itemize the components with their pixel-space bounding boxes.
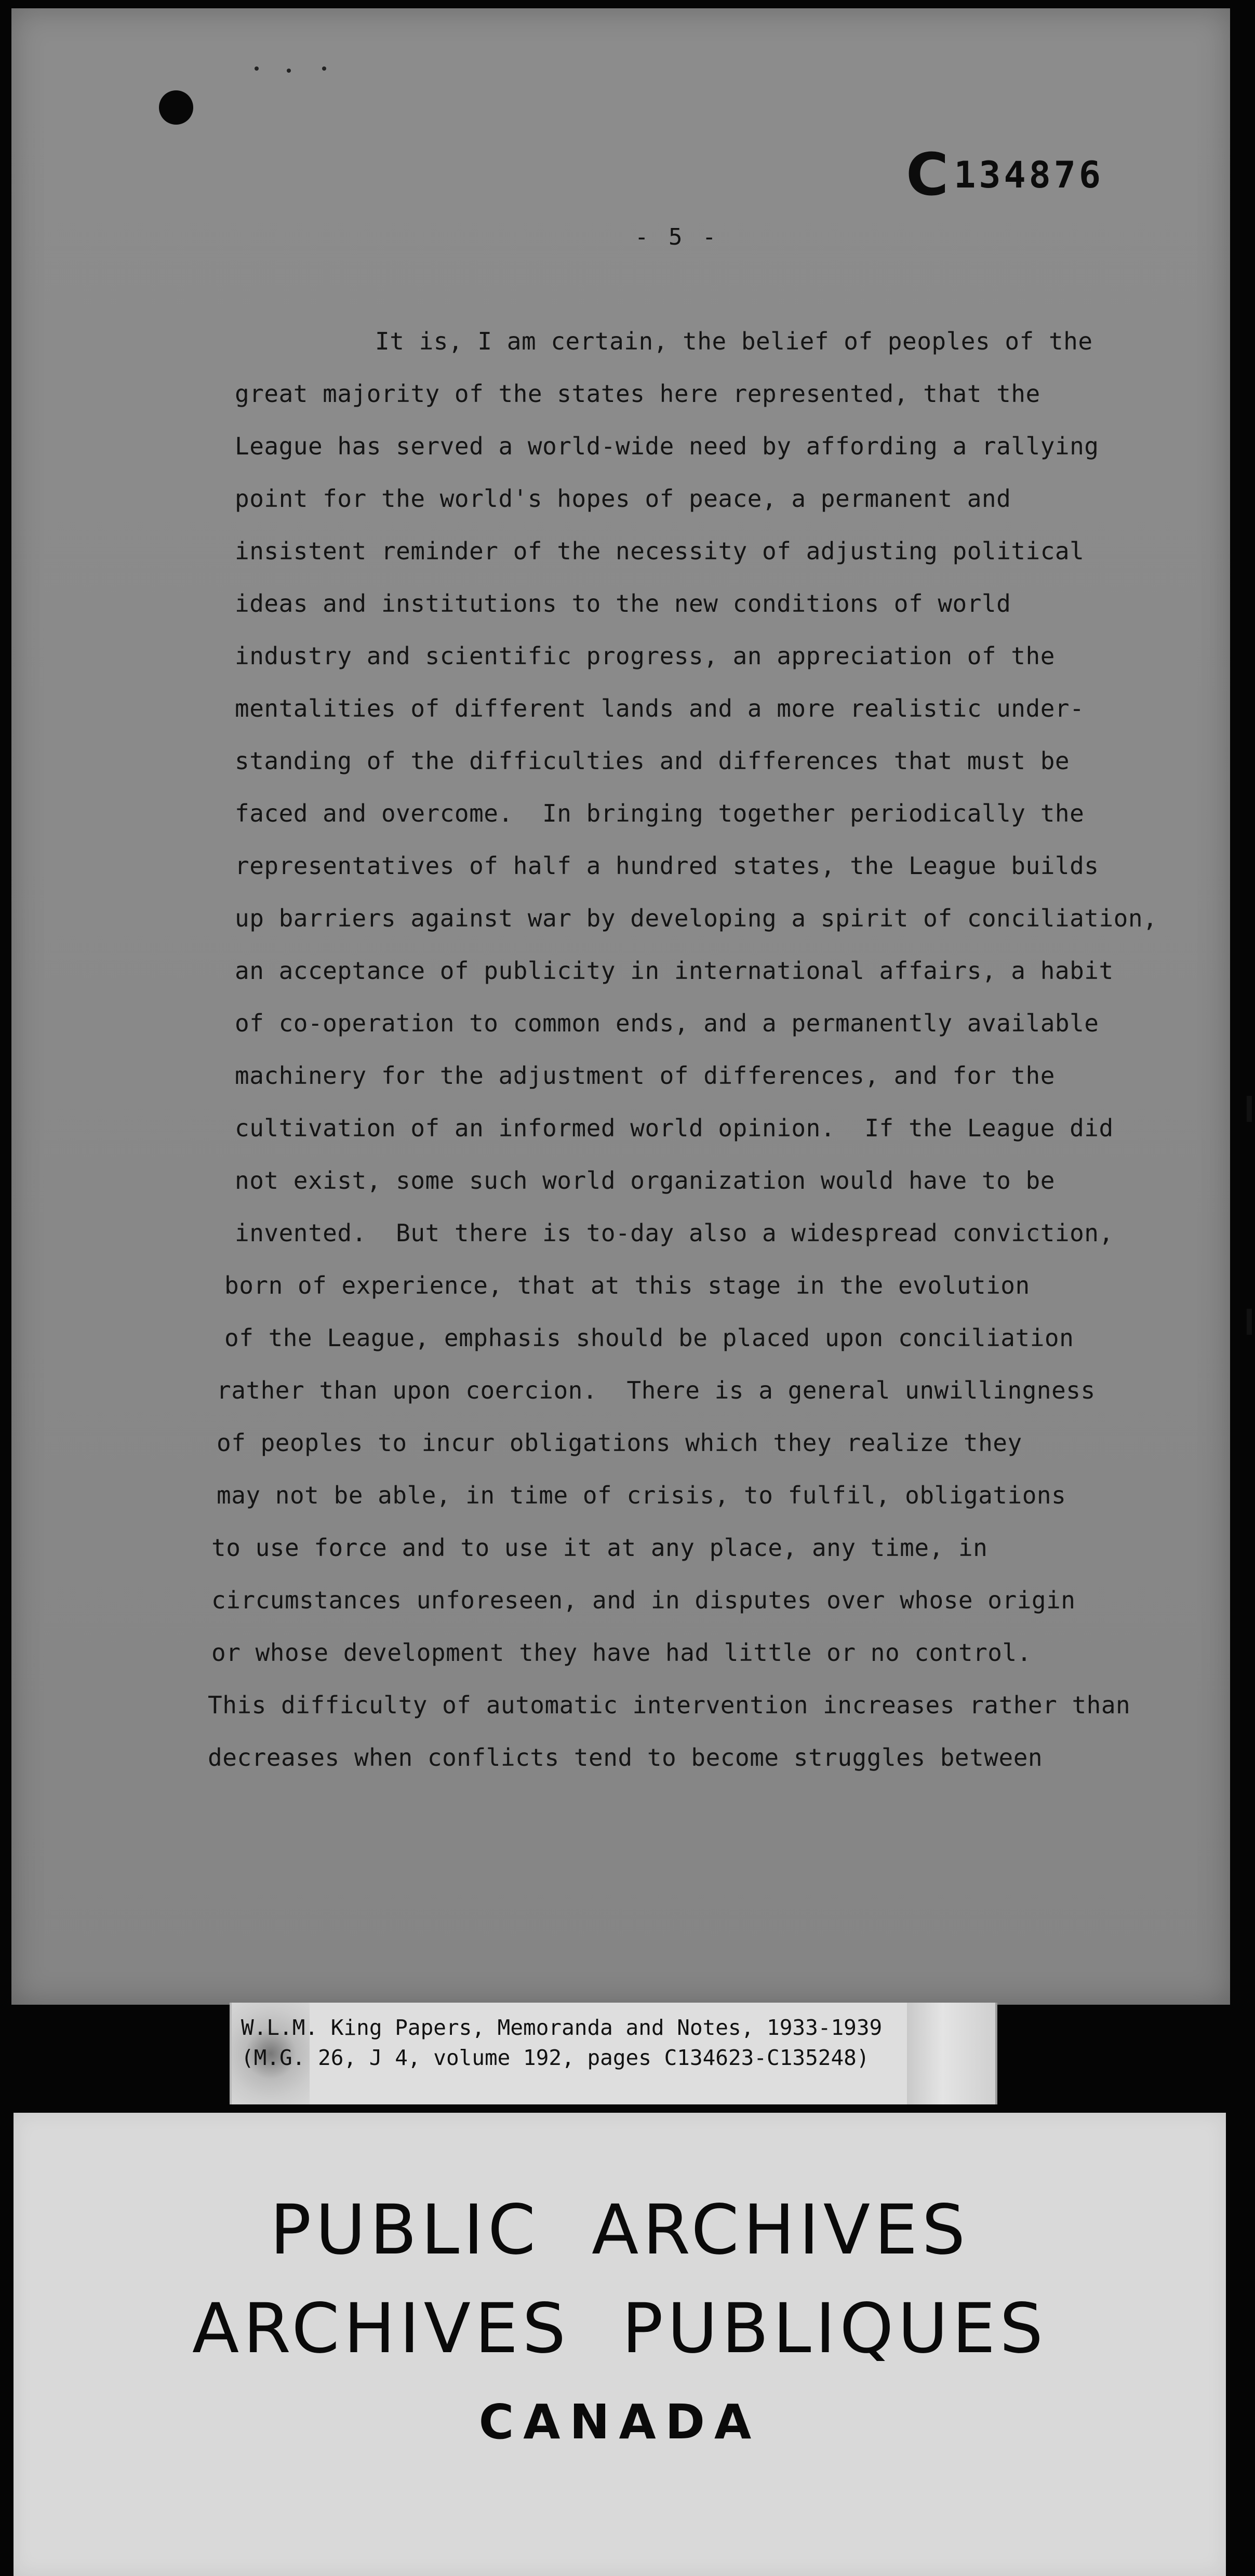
reference-line-1: W.L.M. King Papers, Memoranda and Notes, 1933-1939 bbox=[241, 2015, 883, 2040]
document-line: invented. But there is to-day also a widespread conviction, bbox=[235, 1219, 1114, 1247]
document-line: of the League, emphasis should be placed upon conciliation bbox=[224, 1324, 1074, 1352]
document-line: machinery for the adjustment of differences, and for the bbox=[235, 1062, 1055, 1090]
label-edge-patch bbox=[907, 2003, 995, 2104]
document-line: or whose development they have had little or no control. bbox=[211, 1639, 1032, 1667]
document-line: insistent reminder of the necessity of adjusting political bbox=[235, 537, 1085, 565]
archive-card-french: ARCHIVES PUBLIQUES bbox=[192, 2289, 1048, 2369]
document-line: great majority of the states here represented, that the bbox=[235, 380, 1040, 408]
archive-card-country: CANADA bbox=[478, 2394, 761, 2450]
stamp-number: 134876 bbox=[954, 154, 1104, 196]
document-line: circumstances unforeseen, and in disputes over whose origin bbox=[211, 1586, 1076, 1614]
document-line: point for the world's hopes of peace, a permanent and bbox=[235, 485, 1011, 513]
document-line: may not be able, in time of crisis, to fulfil, obligations bbox=[217, 1481, 1066, 1509]
archive-card bbox=[14, 2113, 1226, 2576]
document-line: mentalities of different lands and a more realistic under- bbox=[235, 694, 1085, 722]
document-line: to use force and to use it at any place, any time, in bbox=[211, 1534, 988, 1562]
document-line: of co-operation to common ends, and a permanently available bbox=[235, 1009, 1099, 1037]
stamp-letter: C bbox=[906, 141, 949, 209]
document-line: faced and overcome. In bringing together periodically the bbox=[235, 799, 1085, 827]
document-line: It is, I am certain, the belief of peoples of the bbox=[375, 327, 1093, 355]
archive-card-english: PUBLIC ARCHIVES bbox=[270, 2190, 970, 2270]
document-line: up barriers against war by developing a spirit of conciliation, bbox=[235, 904, 1158, 932]
document-line: decreases when conflicts tend to become struggles between bbox=[208, 1743, 1043, 1772]
document-line: League has served a world-wide need by affording a rallying bbox=[235, 432, 1099, 460]
film-edge-mark bbox=[1247, 1309, 1252, 1335]
document-line: cultivation of an informed world opinion. If the League did bbox=[235, 1114, 1114, 1142]
document-line: rather than upon coercion. There is a general unwillingness bbox=[217, 1376, 1096, 1404]
document-line: This difficulty of automatic intervention increases rather than bbox=[208, 1691, 1131, 1719]
reference-line-2: (M.G. 26, J 4, volume 192, pages C134623-C135248) bbox=[241, 2045, 870, 2070]
document-line: of peoples to incur obligations which they realize they bbox=[217, 1429, 1022, 1457]
document-body bbox=[11, 8, 1230, 2005]
document-line: ideas and institutions to the new conditions of world bbox=[235, 589, 1011, 618]
page-number: - 5 - bbox=[635, 224, 719, 250]
document-line: representatives of half a hundred states, the League builds bbox=[235, 852, 1099, 880]
document-line: born of experience, that at this stage in the evolution bbox=[224, 1271, 1030, 1299]
film-edge-mark bbox=[1247, 1096, 1252, 1122]
document-line: standing of the difficulties and differences that must be bbox=[235, 747, 1070, 775]
typed-document-page bbox=[11, 8, 1230, 2005]
document-line: not exist, some such world organization would have to be bbox=[235, 1166, 1055, 1195]
archive-reference-label bbox=[230, 2003, 997, 2104]
document-line: industry and scientific progress, an appreciation of the bbox=[235, 642, 1055, 670]
document-line: an acceptance of publicity in international affairs, a habit bbox=[235, 957, 1114, 985]
